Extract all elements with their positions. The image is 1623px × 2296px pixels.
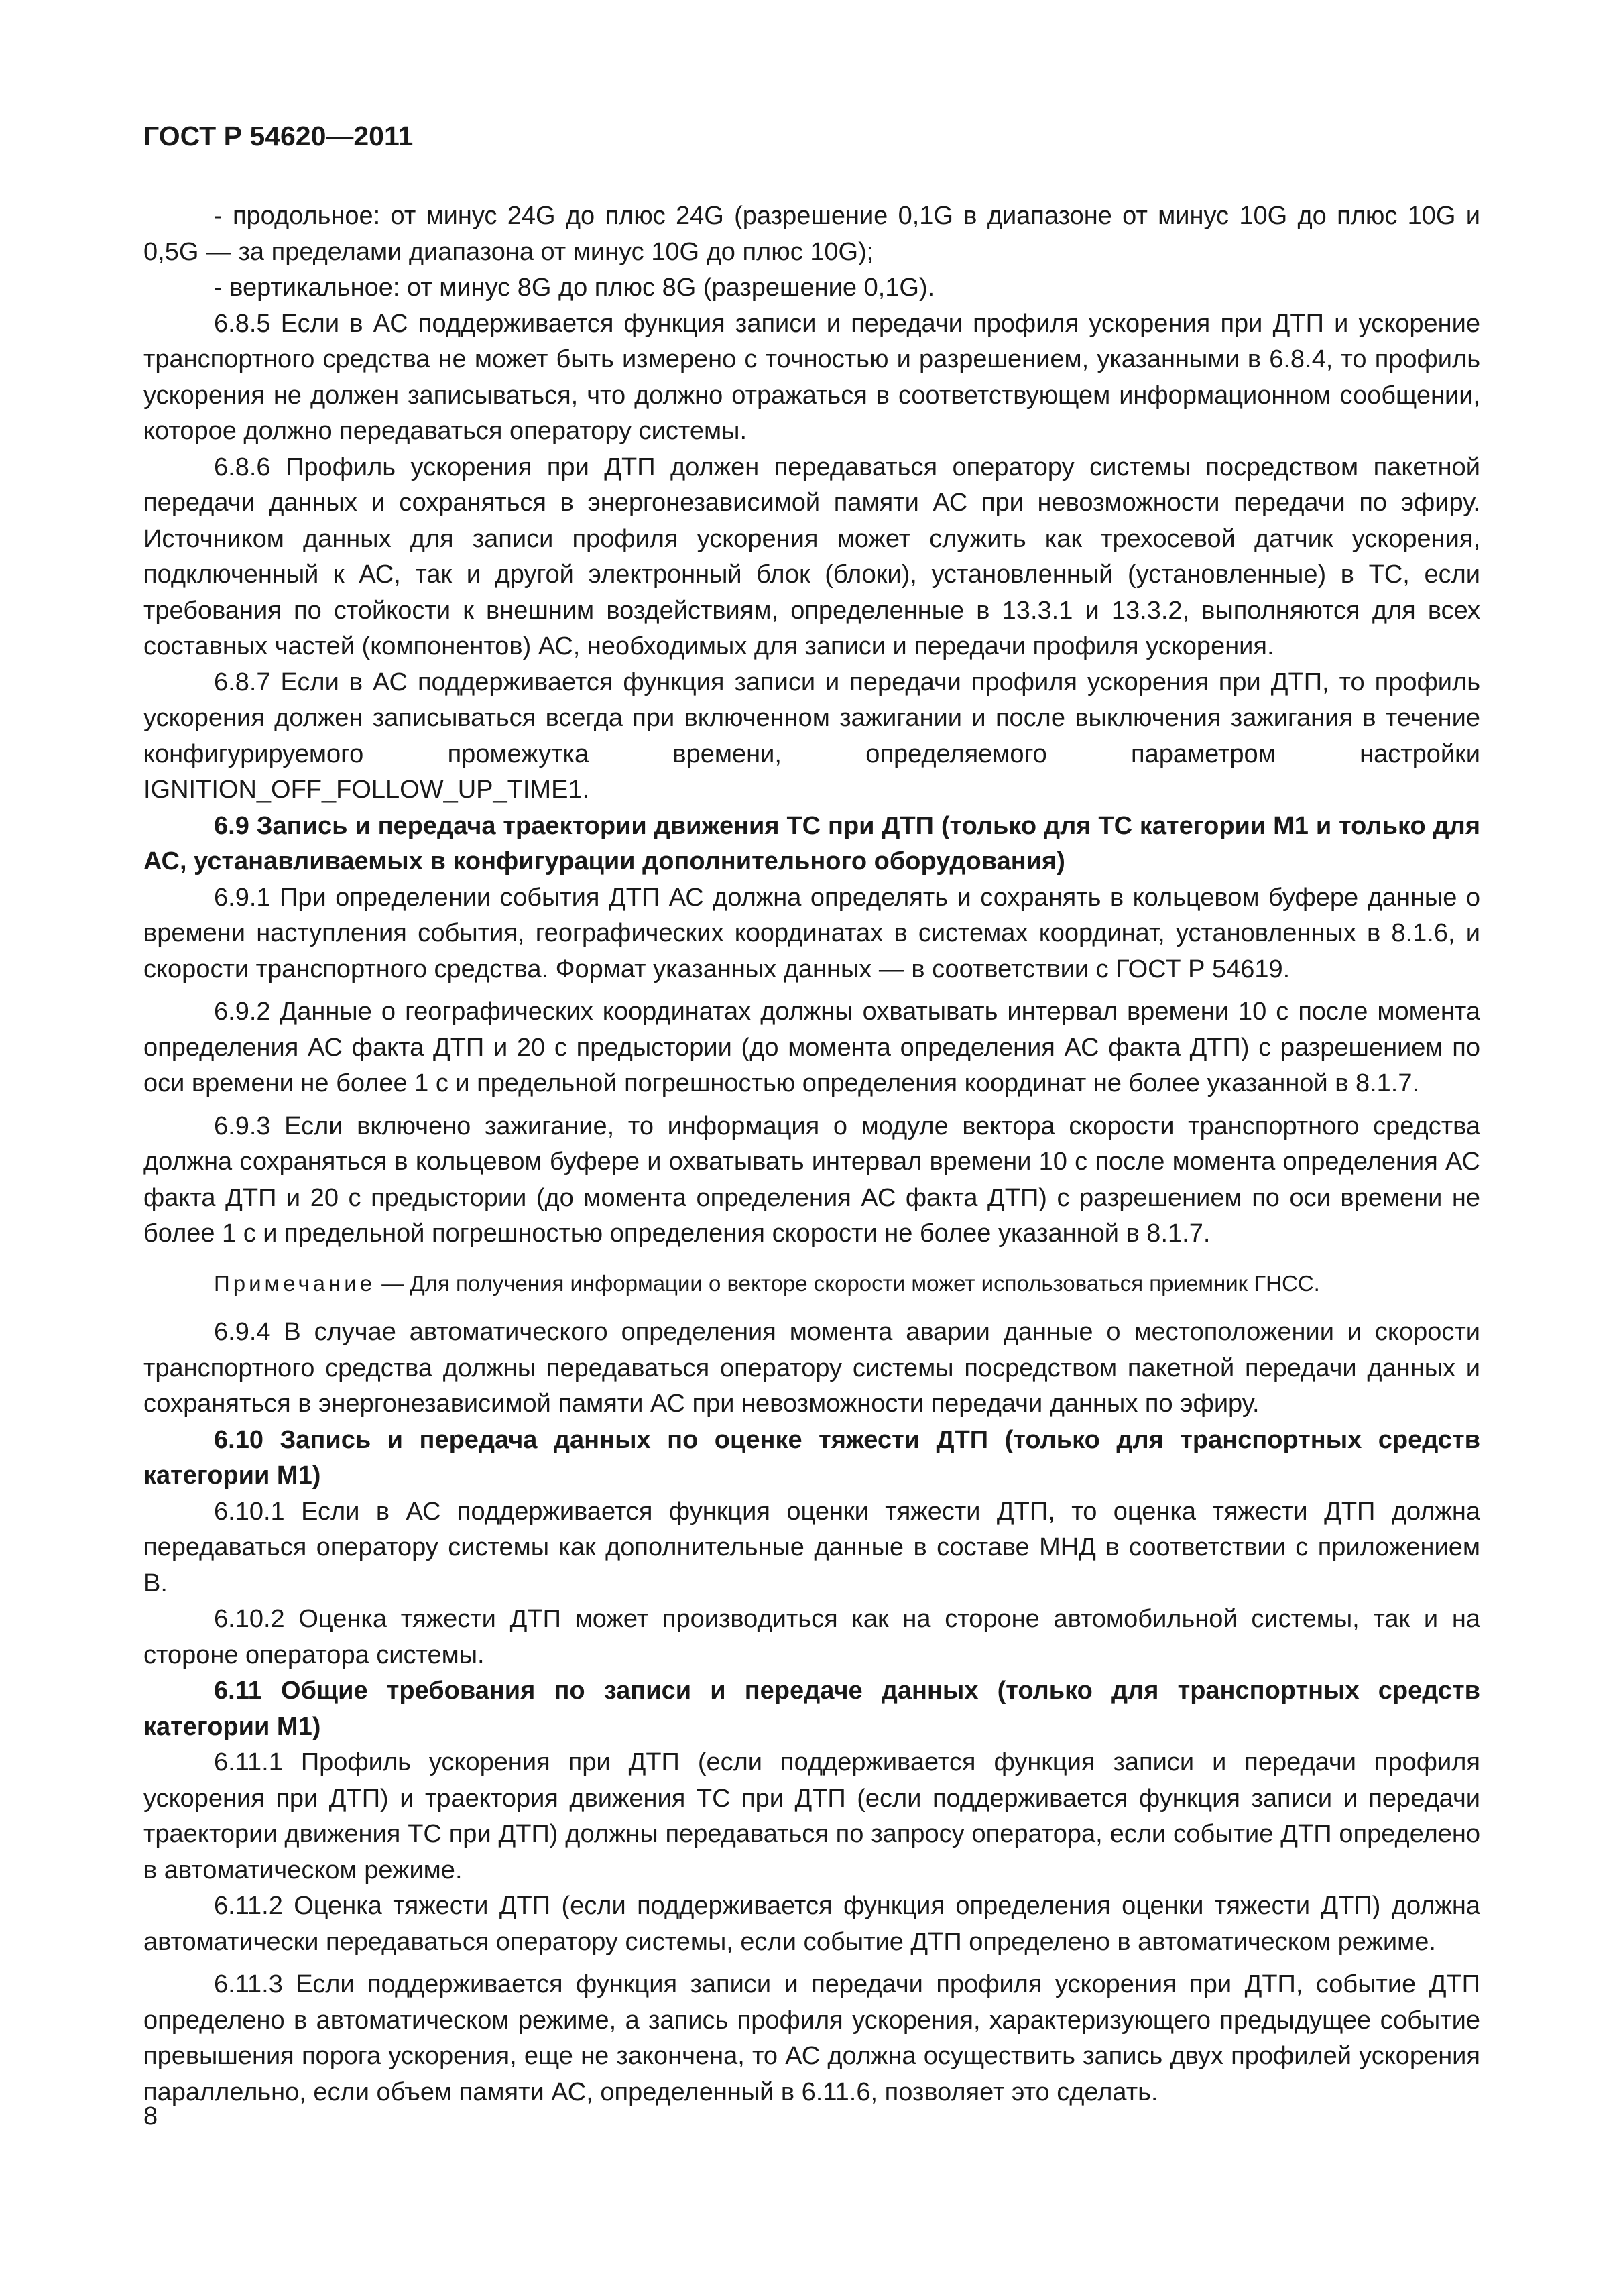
page-number: 8 [143, 2102, 158, 2130]
standard-header: ГОСТ Р 54620—2011 [143, 121, 414, 152]
note [143, 1266, 1480, 1302]
paragraph-6-9-4: 6.9.4 В случае автоматического определения момента аварии данные о местоположении и скорости транспортного средства должны передаваться оператору системы посредством пакетной передачи данных и сохраняться в энергонезависимой памяти АС при невозможности передачи данных по эфиру. [143, 1318, 1480, 1418]
paragraph-6-11-2: 6.11.2 Оценка тяжести ДТП (если поддерживается функция определения оценки тяжести ДТП) должна автоматически передаваться оператору системы, если событие ДТП определено в автоматическом режиме. [143, 1892, 1480, 1956]
paragraph-6-8-5: 6.8.5 Если в АС поддерживается функция записи и передачи профиля ускорения при ДТП и ускорение транспортного средства не может быть измерено с точностью и разрешением, указанными в 6.8.4, то профиль ускорения не должен записываться, что должно отражаться в соответствующем информационном сообщении, которое должно передаваться оператору системы. [143, 309, 1480, 445]
document-body [143, 198, 1480, 2110]
paragraph-6-8-6: 6.8.6 Профиль ускорения при ДТП должен передаваться оператору системы посредством пакетной передачи данных и сохраняться в энергонезависимой памяти АС при невозможности передачи по эфиру. Источником данных для записи профиля ускорения может служить как трехосевой датчик ускорения, подключенный к АС, так и другой электронный блок (блоки), установленный (установленные) в ТС, если требования по стойкости к внешним воздействиям, определенные в 13.3.1 и 13.3.2, выполняются для всех составных частей (компонентов) АС, необходимых для записи и передачи профиля ускорения. [143, 452, 1480, 660]
paragraph-6-9-1: 6.9.1 При определении события ДТП АС должна определять и сохранять в кольцевом буфере данные о времени наступления события, географических координатах в системах координат, установленных в 8.1.6, и скорости транспортного средства. Формат указанных данных — в соответствии с ГОСТ Р 54619. [143, 883, 1480, 983]
paragraph-longitudinal-range: - продольное: от минус 24G до плюс 24G (разрешение 0,1G в диапазоне от минус 10G до плюс 10G и 0,5G — за пределами диапазона от минус 10G до плюс 10G); [143, 202, 1480, 266]
paragraph-vertical-range: - вертикальное: от минус 8G до плюс 8G (разрешение 0,1G). [214, 274, 935, 302]
paragraph-6-9-3: 6.9.3 Если включено зажигание, то информация о модуле вектора скорости транспортного средства должна сохраняться в кольцевом буфере и охватывать интервал времени 10 с после момента определения АС факта ДТП и 20 с предыстории (до момента определения АС факта ДТП) с разрешением по оси времени не более 1 с и предельной погрешностью определения скорости не более указанной в 8.1.7. [143, 1111, 1480, 1248]
paragraph-6-10-1: 6.10.1 Если в АС поддерживается функция оценки тяжести ДТП, то оценка тяжести ДТП должна передаваться оператору системы как дополнительные данные в составе МНД в соответствии с приложением В. [143, 1497, 1480, 1597]
section-heading-6-10: 6.10 Запись и передача данных по оценке тяжести ДТП (только для транспортных средств категории М1) [143, 1425, 1480, 1490]
section-heading-6-11: 6.11 Общие требования по записи и передаче данных (только для транспортных средств категории М1) [143, 1677, 1480, 1741]
paragraph-6-10-2: 6.10.2 Оценка тяжести ДТП может производиться как на стороне автомобильной системы, так и на стороне оператора системы. [143, 1605, 1480, 1669]
paragraph-6-9-2: 6.9.2 Данные о географических координатах должны охватывать интервал времени 10 с после момента определения АС факта ДТП и 20 с предыстории (до момента определения АС факта ДТП) с разрешением по оси времени не более 1 с и предельной погрешностью определения координат не более указанной в 8.1.7. [143, 998, 1480, 1097]
paragraph-6-11-3: 6.11.3 Если поддерживается функция записи и передачи профиля ускорения при ДТП, событие ДТП определено в автоматическом режиме, а запись профиля ускорения, характеризующего предыдущее событие превышения порога ускорения, еще не закончена, то АС должна осуществить запись двух профилей ускорения параллельно, если объем памяти АС, определенный в 6.11.6, позволяет это сделать. [143, 1970, 1480, 2106]
paragraph-6-11-1: 6.11.1 Профиль ускорения при ДТП (если поддерживается функция записи и передачи профиля ускорения при ДТП) и траектория движения ТС при ДТП (если поддерживается функция записи и передачи траектории движения ТС при ДТП) должны передаваться по запросу оператора, если событие ДТП определено в автоматическом режиме. [143, 1748, 1480, 1884]
note-label: Примечание [214, 1270, 376, 1296]
section-heading-6-9: 6.9 Запись и передача траектории движения ТС при ДТП (только для ТС категории М1 и только для АС, устанавливаемых в конфигурации дополнительного оборудования) [143, 811, 1480, 875]
paragraph-6-8-7: 6.8.7 Если в АС поддерживается функция записи и передачи профиля ускорения при ДТП, то профиль ускорения должен записываться всегда при включенном зажигании и после выключения зажигания в течение конфигурируемого промежутка времени, определяемого параметром настройки IGNITION_OFF_FOLLOW_UP_TIME1. [143, 668, 1480, 804]
note-text: — Для получения информации о векторе скорости может использоваться приемник ГНСС. [375, 1270, 1320, 1296]
